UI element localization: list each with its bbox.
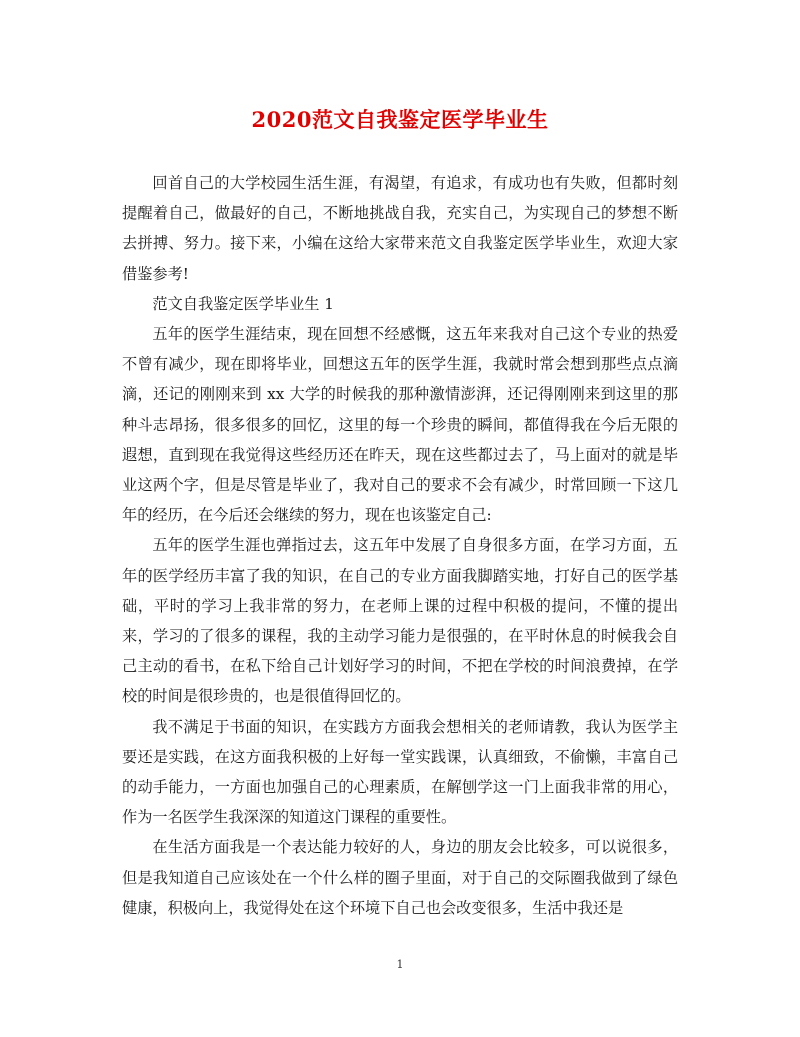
body-paragraph: 五年的医学生涯结束，现在回想不经感慨，这五年来我对自己这个专业的热爱不曾有减少，现在即将毕业，回想这五年的医学生涯，我就时常会想到那些点点滴滴，还记的刚刚来到 xx 大学的时候我的那种激情澎湃，还记得刚刚来到这里的那种斗志昂扬，很多很多的回忆，这里的每一个珍贵的瞬间，都值得我在今后无限的遐想，直到现在我觉得这些经历还在昨天，现在这些都过去了，马上面对的就是毕业这两个字，但是尽管是毕业了，我对自己的要求不会有减少，时常回顾一下这几年的经历，在今后还会继续的努力，现在也该鉴定自己: [122, 325, 678, 525]
document-body [122, 168, 678, 923]
section-heading: 范文自我鉴定医学毕业生 1 [152, 294, 334, 313]
body-paragraph: 五年的医学生涯也弹指过去，这五年中发展了自身很多方面，在学习方面，五年的医学经历丰富了我的知识，在自己的专业方面我脚踏实地，打好自己的医学基础，平时的学习上我非常的努力，在老师上课的过程中积极的提问，不懂的提出来，学习的了很多的课程，我的主动学习能力是很强的，在平时休息的时候我会自己主动的看书，在私下给自己计划好学习的时间，不把在学校的时间浪费掉，在学校的时间是很珍贵的，也是很值得回忆的。 [122, 536, 678, 706]
page-number: 1 [396, 958, 404, 971]
body-paragraph: 在生活方面我是一个表达能力较好的人，身边的朋友会比较多，可以说很多，但是我知道自己应该处在一个什么样的圈子里面，对于自己的交际圈我做到了绿色健康，积极向上，我觉得处在这个环境下自己也会改变很多，生活中我还是 [122, 838, 678, 917]
body-paragraph: 我不满足于书面的知识，在实践方方面我会想相关的老师请教，我认为医学主要还是实践，在这方面我积极的上好每一堂实践课，认真细致，不偷懒，丰富自己的动手能力，一方面也加强自己的心理素质，在解刨学这一门上面我非常的用心，作为一名医学生我深深的知道这门课程的重要性。 [122, 717, 678, 827]
intro-paragraph: 回首自己的大学校园生活生涯，有渴望，有追求，有成功也有失败，但都时刻提醒着自己，做最好的自己，不断地挑战自我，充实自己，为实现自己的梦想不断去拼搏、努力。接下来，小编在这给大家带来范文自我鉴定医学毕业生，欢迎大家借鉴参考! [122, 174, 678, 283]
document-title: 2020范文自我鉴定医学毕业生 [251, 107, 549, 132]
